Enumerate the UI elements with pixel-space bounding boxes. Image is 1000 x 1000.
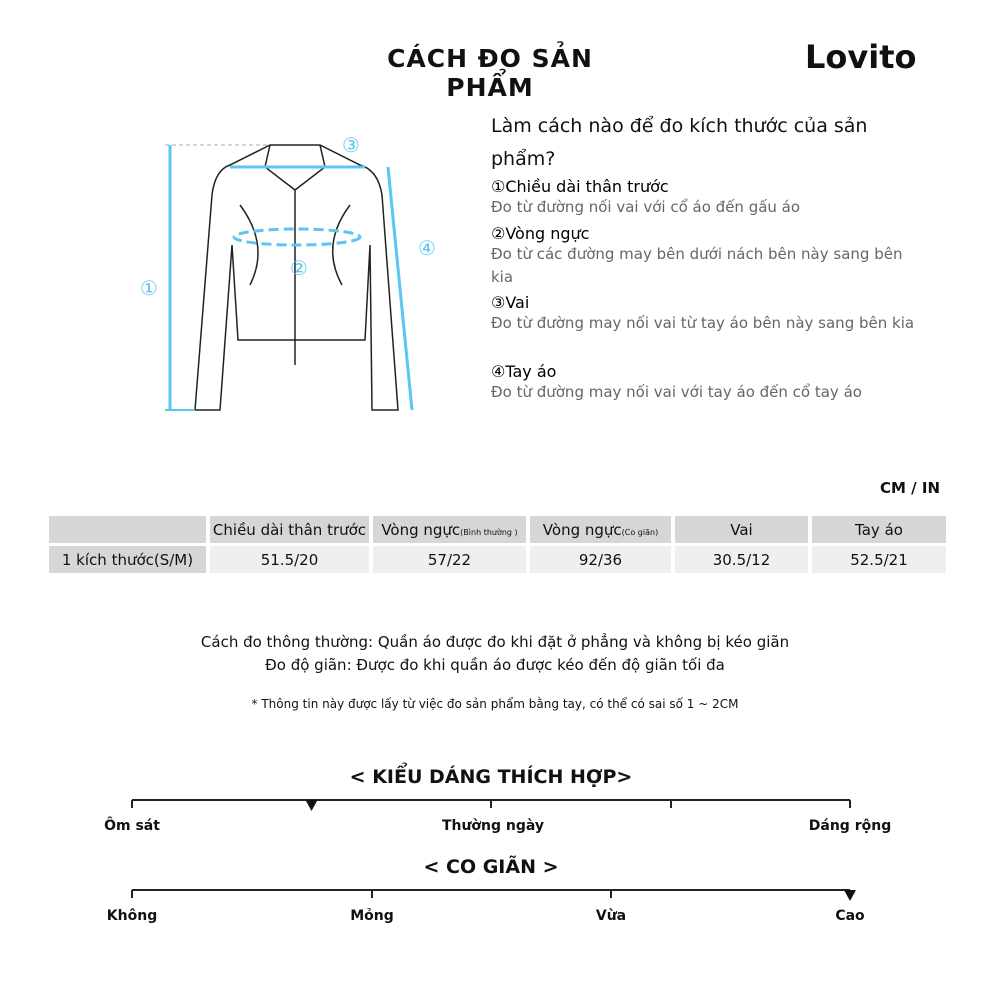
marker-4: ④	[418, 236, 436, 260]
fit-label: Thường ngày	[441, 818, 545, 834]
table-header-row: Chiều dài thân trước Vòng ngực(Bình thường ) Vòng ngực(Co giãn) Vai Tay áo	[49, 516, 946, 543]
disclaimer: * Thông tin này được lấy từ việc đo sản phẩm bằng tay, có thể có sai số 1 ~ 2CM	[251, 697, 739, 711]
fit-marker	[306, 800, 318, 811]
table-row: 1 kích thước(S/M) 51.5/20 57/22 92/36 30.5/12 52.5/21	[49, 546, 946, 573]
fit-label: Ôm sát	[104, 818, 160, 834]
size-table	[45, 513, 950, 576]
fit-title: < KIỂU DÁNG THÍCH HỢP>	[349, 766, 633, 788]
stretch-label: Không	[106, 908, 158, 924]
stretch-marker	[844, 890, 856, 901]
note-normal: Cách đo thông thường: Quần áo được đo khi đặt ở phẳng và không bị kéo giãn	[200, 633, 790, 651]
stretch-title: < CO GIÃN >	[423, 856, 559, 878]
stretch-scale	[0, 880, 1000, 910]
stretch-label: Mỏng	[350, 908, 394, 924]
brand-logo: Lovito	[805, 38, 917, 76]
measure-item: ④Tay áo Đo từ đường may nối vai với tay áo đến cổ tay áo	[491, 362, 862, 401]
fit-label: Dáng rộng	[808, 818, 892, 834]
measure-item: ②Vòng ngực Đo từ các đường may bên dưới nách bên này sang bên kia	[491, 224, 903, 286]
jacket-diagram	[120, 125, 450, 425]
measure-question: Làm cách nào để đo kích thước của sản phẩm?	[491, 115, 868, 170]
marker-3: ③	[342, 133, 360, 157]
fit-scale	[0, 790, 1000, 820]
page-title: CÁCH ĐO SẢN PHẨM	[387, 44, 593, 102]
measure-item: ①Chiều dài thân trước Đo từ đường nối vai với cổ áo đến gấu áo	[491, 177, 801, 216]
unit-label: CM / IN	[880, 479, 940, 497]
marker-2: ②	[290, 256, 308, 280]
measure-item: ③Vai Đo từ đường may nối vai từ tay áo bên này sang bên kia	[491, 293, 915, 332]
stretch-label: Cao	[835, 908, 865, 924]
stretch-label: Vừa	[595, 908, 627, 924]
marker-1: ①	[140, 276, 158, 300]
note-stretch: Đo độ giãn: Được đo khi quần áo được kéo đến độ giãn tối đa	[265, 656, 725, 674]
